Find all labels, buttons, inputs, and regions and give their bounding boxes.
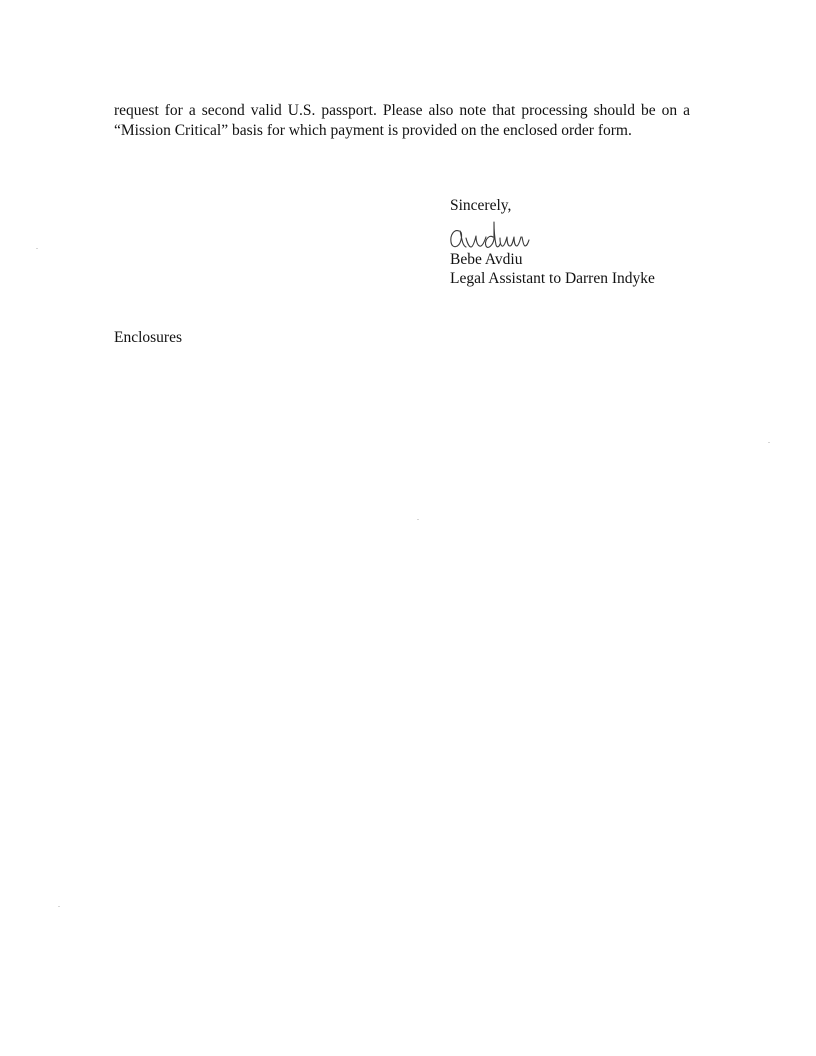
body-paragraph: request for a second valid U.S. passport. Please also note that processing should be on a “Mission Critical” basis for which payment is provided on the enclosed order form. bbox=[114, 102, 690, 139]
handwritten-signature bbox=[448, 218, 538, 252]
scan-speck bbox=[417, 519, 419, 520]
signer-name: Bebe Avdiu bbox=[450, 250, 523, 268]
scan-speck bbox=[58, 906, 60, 907]
closing-salutation: Sincerely, bbox=[450, 197, 512, 214]
scan-speck bbox=[768, 442, 770, 443]
signer-title: Legal Assistant to Darren Indyke bbox=[450, 270, 655, 287]
scan-speck bbox=[36, 248, 38, 249]
signature-block bbox=[450, 196, 655, 289]
enclosures-label: Enclosures bbox=[114, 329, 183, 346]
